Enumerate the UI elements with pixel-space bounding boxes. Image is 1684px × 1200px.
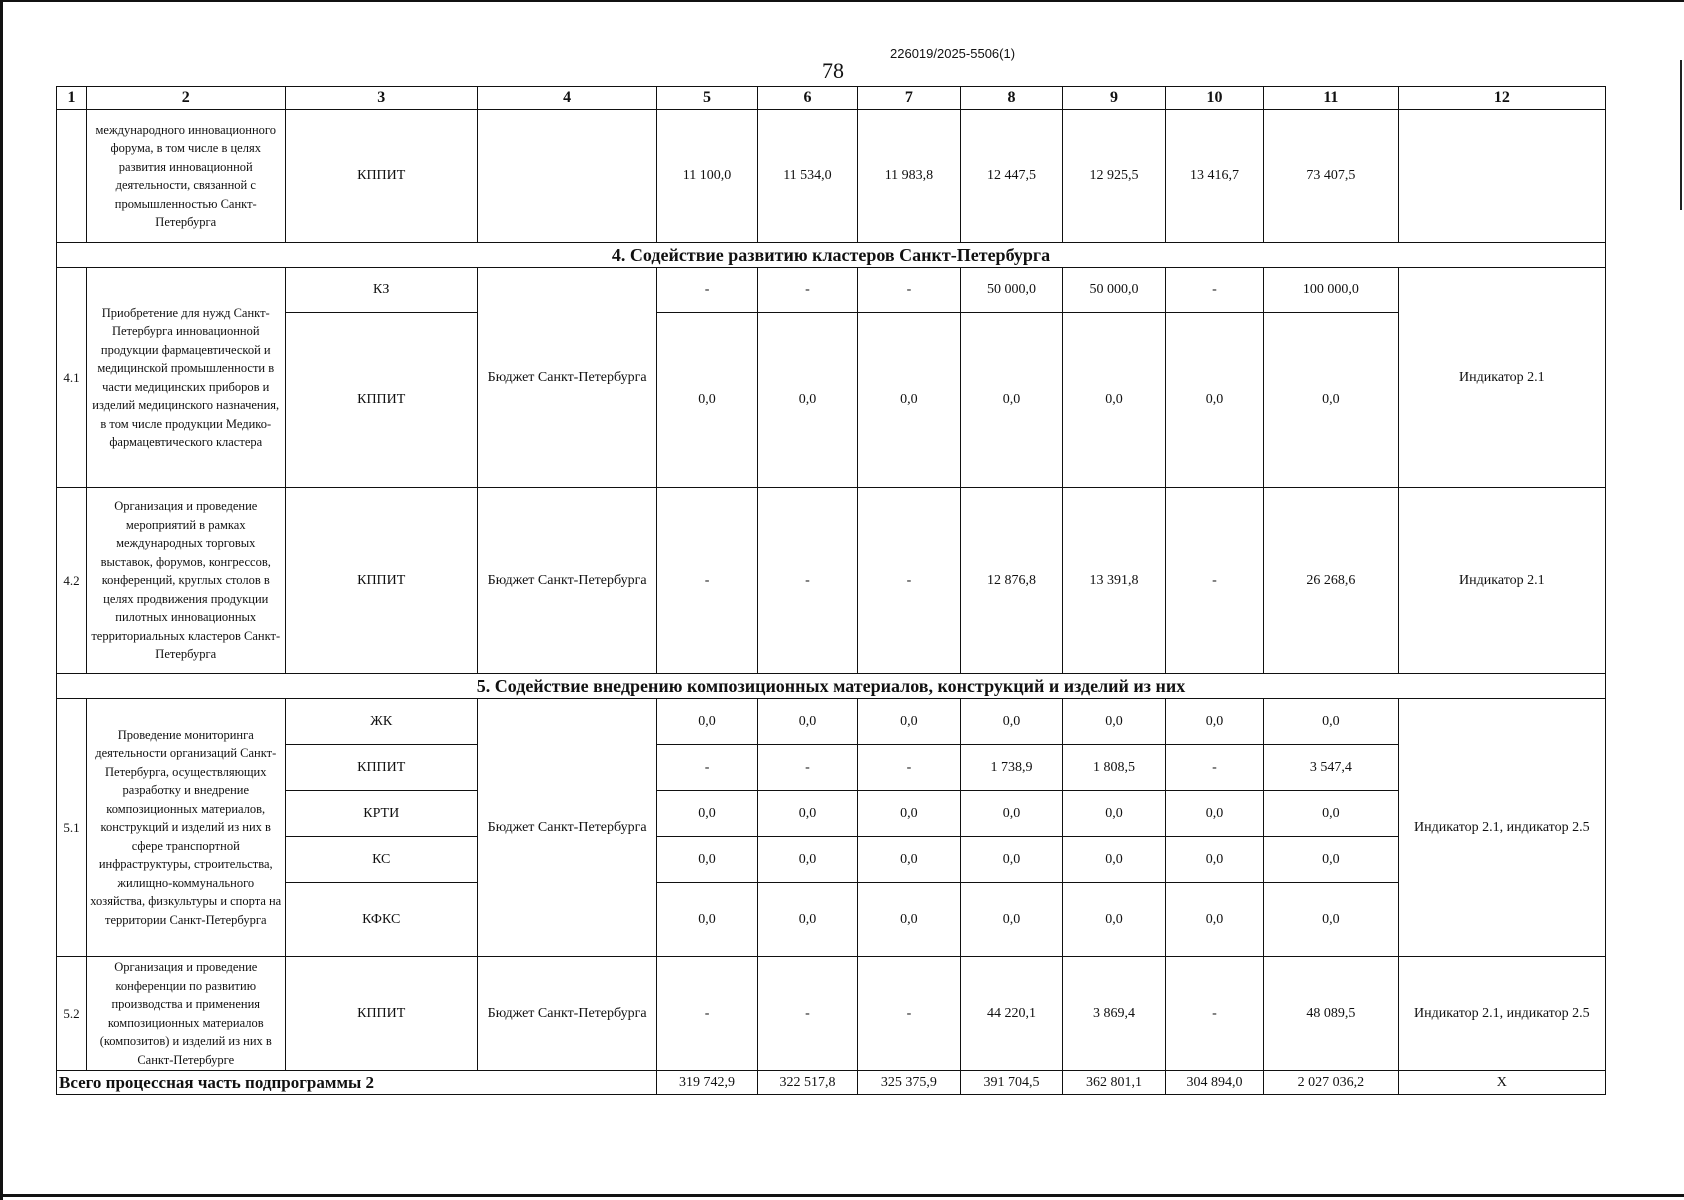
total-value-cell: 362 801,1 [1063,1071,1166,1095]
value-cell: 11 983,8 [858,110,961,243]
value-cell: 0,0 [1264,883,1399,957]
value-cell: 3 869,4 [1063,957,1166,1071]
executor-cell: КФКС [285,883,477,957]
value-cell: - [858,957,961,1071]
header-cell: 3 [285,87,477,110]
value-cell: - [858,488,961,674]
header-cell: 7 [858,87,961,110]
value-cell: 0,0 [757,313,857,488]
event-description: международного инновационного форума, в том числе в целях развития инновационной деятельности, связанной с промышленностью Санкт-Петербурга [86,110,285,243]
value-cell: 50 000,0 [960,268,1063,313]
value-cell: 1 738,9 [960,745,1063,791]
total-value-cell: 325 375,9 [858,1071,961,1095]
value-cell: 13 391,8 [1063,488,1166,674]
value-cell: 0,0 [858,791,961,837]
source-cell: Бюджет Санкт-Петербурга [477,268,656,488]
value-cell: 0,0 [960,883,1063,957]
value-cell: 0,0 [1063,699,1166,745]
executor-cell: КРТИ [285,791,477,837]
value-cell: - [1165,745,1263,791]
value-cell: 13 416,7 [1165,110,1263,243]
page-number: 78 [822,58,844,83]
value-cell: 3 547,4 [1264,745,1399,791]
value-cell: 0,0 [657,313,757,488]
row-number-cell: 5.1 [57,699,87,957]
total-value-cell: 304 894,0 [1165,1071,1263,1095]
value-cell: - [757,488,857,674]
row-number-cell: 4.2 [57,488,87,674]
value-cell: 0,0 [960,699,1063,745]
total-value-cell: 319 742,9 [657,1071,757,1095]
value-cell: 0,0 [1063,837,1166,883]
table-row [57,883,1606,957]
value-cell: 0,0 [657,699,757,745]
section-title: 4. Содействие развитию кластеров Санкт-Петербурга [57,243,1606,268]
value-cell: 0,0 [757,837,857,883]
total-value-cell: 391 704,5 [960,1071,1063,1095]
value-cell: 73 407,5 [1264,110,1399,243]
value-cell: 0,0 [1165,313,1263,488]
header-cell: 5 [657,87,757,110]
total-x-cell: X [1398,1071,1605,1095]
value-cell: 0,0 [858,699,961,745]
scan-border-bottom [0,1194,1684,1197]
section-header-row [57,674,1606,699]
event-description: Организация и проведение конференции по развитию производства и применения композиционных материалов (композитов) и изделий из них в Санкт-Петербурге [86,957,285,1071]
scan-border-right [1680,60,1682,210]
value-cell: - [1165,488,1263,674]
total-label: Всего процессная часть подпрограммы 2 [57,1071,657,1095]
value-cell: 0,0 [1264,791,1399,837]
executor-cell: КС [285,837,477,883]
value-cell: 0,0 [1165,883,1263,957]
value-cell: - [657,488,757,674]
value-cell: - [757,957,857,1071]
executor-cell: ЖК [285,699,477,745]
table-row [57,313,1606,488]
source-cell [477,110,656,243]
value-cell: - [858,268,961,313]
value-cell: 12 447,5 [960,110,1063,243]
value-cell: 26 268,6 [1264,488,1399,674]
value-cell: 12 925,5 [1063,110,1166,243]
section-header-row [57,243,1606,268]
table-row [57,745,1606,791]
indicator-cell: Индикатор 2.1 [1398,488,1605,674]
document-number: 226019/2025-5506(1) [890,46,1016,61]
table-row [57,110,1606,243]
executor-cell: КППИТ [285,110,477,243]
value-cell: - [657,957,757,1071]
value-cell: 0,0 [858,837,961,883]
header-cell: 12 [1398,87,1605,110]
value-cell: 0,0 [1264,313,1399,488]
budget-table [56,86,1606,1095]
total-value-cell: 322 517,8 [757,1071,857,1095]
source-cell: Бюджет Санкт-Петербурга [477,957,656,1071]
table-row [57,488,1606,674]
value-cell: 50 000,0 [1063,268,1166,313]
row-number-cell [57,110,87,243]
table-row [57,699,1606,745]
value-cell: 0,0 [1063,883,1166,957]
value-cell: 0,0 [1063,791,1166,837]
value-cell: - [657,745,757,791]
total-row [57,1071,1606,1095]
value-cell: 0,0 [757,791,857,837]
value-cell: 0,0 [1165,699,1263,745]
value-cell: 0,0 [757,883,857,957]
value-cell: 0,0 [1165,791,1263,837]
header-cell: 2 [86,87,285,110]
event-description: Организация и проведение мероприятий в рамках международных торговых выставок, форумов, конгрессов, конференций, круглых столов в целях продвижения продукции пилотных инновационных территориальных кластеров Санкт-Петербурга [86,488,285,674]
value-cell: 11 100,0 [657,110,757,243]
row-number-cell: 5.2 [57,957,87,1071]
source-cell: Бюджет Санкт-Петербурга [477,488,656,674]
table-row [57,268,1606,313]
value-cell: 0,0 [1063,313,1166,488]
indicator-cell: Индикатор 2.1 [1398,268,1605,488]
header-cell: 4 [477,87,656,110]
value-cell: 0,0 [1264,837,1399,883]
header-cell: 10 [1165,87,1263,110]
value-cell: 12 876,8 [960,488,1063,674]
value-cell: 0,0 [657,791,757,837]
value-cell: 0,0 [657,837,757,883]
source-cell: Бюджет Санкт-Петербурга [477,699,656,957]
value-cell: - [757,745,857,791]
value-cell: - [1165,268,1263,313]
scan-border-left [0,0,3,1200]
value-cell: 0,0 [858,883,961,957]
value-cell: 48 089,5 [1264,957,1399,1071]
value-cell: 100 000,0 [1264,268,1399,313]
value-cell: 0,0 [1165,837,1263,883]
indicator-cell [1398,110,1605,243]
value-cell: 44 220,1 [960,957,1063,1071]
executor-cell: КППИТ [285,488,477,674]
event-description: Приобретение для нужд Санкт-Петербурга инновационной продукции фармацевтической и медицинской промышленности в части медицинских приборов и изделий медицинского назначения, в том числе продукции Медико-фармацевтического кластера [86,268,285,488]
executor-cell: КЗ [285,268,477,313]
table-row [57,957,1606,1071]
value-cell: 0,0 [657,883,757,957]
value-cell: 0,0 [757,699,857,745]
event-description: Проведение мониторинга деятельности организаций Санкт-Петербурга, осуществляющих разработку и внедрение композиционных материалов, конструкций и изделий из них в сфере транспортной инфраструктуры, строительства, жилищно-коммунального хозяйства, физкультуры и спорта на территории Санкт-Петербурга [86,699,285,957]
header-row [57,87,1606,110]
total-value-cell: 2 027 036,2 [1264,1071,1399,1095]
header-cell: 1 [57,87,87,110]
value-cell: 0,0 [960,791,1063,837]
header-cell: 11 [1264,87,1399,110]
value-cell: 1 808,5 [1063,745,1166,791]
value-cell: 0,0 [960,313,1063,488]
value-cell: - [858,745,961,791]
value-cell: 0,0 [960,837,1063,883]
section-title: 5. Содействие внедрению композиционных материалов, конструкций и изделий из них [57,674,1606,699]
header-cell: 6 [757,87,857,110]
executor-cell: КППИТ [285,313,477,488]
table-row [57,837,1606,883]
value-cell: 11 534,0 [757,110,857,243]
table-row [57,791,1606,837]
executor-cell: КППИТ [285,957,477,1071]
executor-cell: КППИТ [285,745,477,791]
indicator-cell: Индикатор 2.1, индикатор 2.5 [1398,699,1605,957]
value-cell: - [657,268,757,313]
value-cell: - [757,268,857,313]
scan-border-top [0,0,1684,2]
value-cell: 0,0 [1264,699,1399,745]
value-cell: 0,0 [858,313,961,488]
header-cell: 9 [1063,87,1166,110]
header-cell: 8 [960,87,1063,110]
indicator-cell: Индикатор 2.1, индикатор 2.5 [1398,957,1605,1071]
value-cell: - [1165,957,1263,1071]
row-number-cell: 4.1 [57,268,87,488]
